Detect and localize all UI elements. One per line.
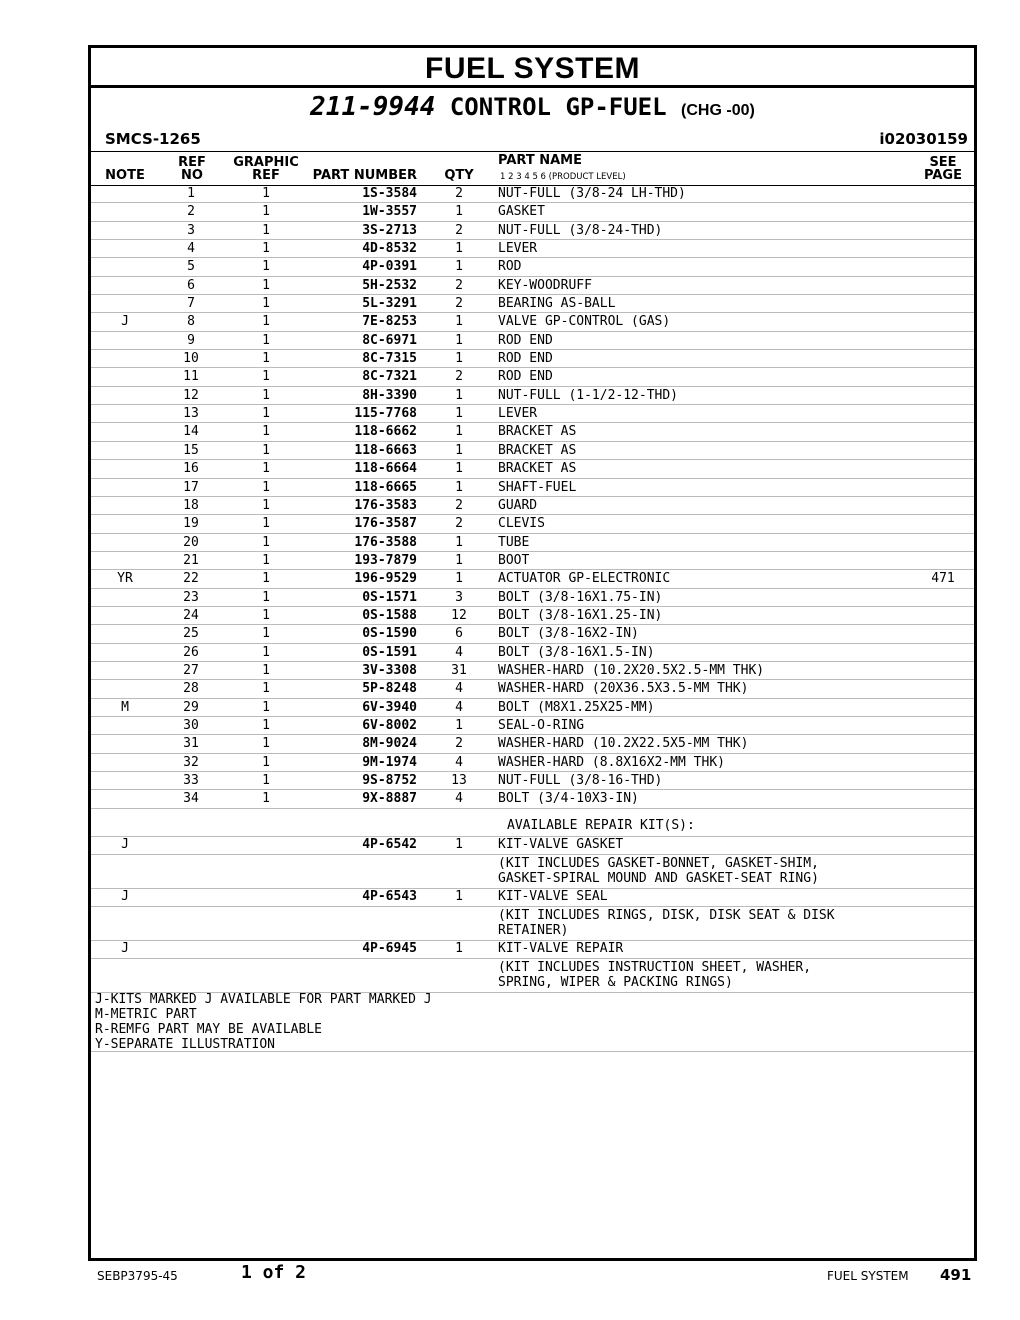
- ref-number-cell: 21: [183, 552, 199, 568]
- table-row[interactable]: [91, 589, 974, 607]
- col-ref-top: REF: [178, 155, 206, 170]
- ref-number-cell: 31: [183, 736, 199, 752]
- table-row[interactable]: [91, 258, 974, 276]
- graphic-ref-cell: 1: [262, 589, 270, 605]
- qty-cell: 1: [455, 442, 463, 458]
- table-row[interactable]: [91, 442, 974, 460]
- qty-cell: 1: [455, 259, 463, 275]
- part-number-cell: 6V-8002: [362, 717, 417, 733]
- ref-number-cell: 18: [183, 497, 199, 513]
- ref-number-cell: 11: [183, 369, 199, 385]
- note-cell: J: [121, 940, 129, 956]
- part-name-cell: LEVER: [498, 406, 538, 422]
- part-number-cell: 4P-6542: [362, 836, 417, 852]
- qty-cell: 2: [455, 736, 463, 752]
- part-number-cell: 5H-2532: [362, 277, 417, 293]
- table-row[interactable]: [91, 313, 974, 331]
- qty-cell: 1: [455, 940, 463, 956]
- table-row[interactable]: [91, 277, 974, 295]
- part-number-cell: 176-3583: [354, 497, 417, 513]
- col-ref-bottom: NO: [181, 168, 203, 183]
- qty-cell: 1: [455, 351, 463, 367]
- ref-number-cell: 7: [187, 296, 195, 312]
- part-name-cell: ROD: [498, 259, 522, 275]
- graphic-ref-cell: 1: [262, 277, 270, 293]
- part-name-cell: CLEVIS: [498, 516, 545, 532]
- part-number-cell: 176-3587: [354, 516, 417, 532]
- qty-cell: 6: [455, 626, 463, 642]
- note-line: R-REMFG PART MAY BE AVAILABLE: [95, 1022, 322, 1037]
- part-number-cell: 118-6665: [354, 479, 417, 495]
- part-name-cell: BOLT (3/8-16X1.75-IN): [498, 589, 663, 605]
- table-row[interactable]: [91, 515, 974, 533]
- note-line: J-KITS MARKED J AVAILABLE FOR PART MARKED J: [95, 992, 432, 1007]
- graphic-ref-cell: 1: [262, 717, 270, 733]
- table-row[interactable]: [91, 625, 974, 643]
- ref-number-cell: 3: [187, 222, 195, 238]
- qty-cell: 2: [455, 369, 463, 385]
- note-cell: J: [121, 888, 129, 904]
- part-name-cell: ROD END: [498, 351, 553, 367]
- qty-cell: 1: [455, 888, 463, 904]
- ref-number-cell: 1: [187, 186, 195, 201]
- table-row[interactable]: [91, 368, 974, 386]
- qty-cell: 1: [455, 204, 463, 220]
- part-name-cell: ROD END: [498, 332, 553, 348]
- table-row[interactable]: [91, 570, 974, 588]
- see-page-cell: 471: [931, 571, 955, 587]
- table-row[interactable]: [91, 240, 974, 258]
- kit-detail-line: (KIT INCLUDES GASKET-BONNET, GASKET-SHIM,: [498, 855, 819, 871]
- part-number-cell: 118-6663: [354, 442, 417, 458]
- group-part-number: 211-9944: [310, 92, 436, 122]
- note-cell: M: [121, 699, 129, 715]
- table-row[interactable]: [91, 790, 974, 808]
- ref-number-cell: 15: [183, 442, 199, 458]
- part-number-cell: 5P-8248: [362, 681, 417, 697]
- ref-number-cell: 10: [183, 351, 199, 367]
- part-name-cell: NUT-FULL (3/8-24 LH-THD): [498, 186, 686, 201]
- ref-number-cell: 24: [183, 607, 199, 623]
- kit-detail-row[interactable]: [91, 855, 974, 889]
- kit-row[interactable]: [91, 941, 974, 959]
- part-name-cell: SHAFT-FUEL: [498, 479, 577, 495]
- graphic-ref-cell: 1: [262, 204, 270, 220]
- col-see-top: SEE: [929, 155, 957, 170]
- qty-cell: 13: [451, 773, 467, 788]
- document-id: i02030159: [879, 130, 968, 148]
- part-name-cell: TUBE: [498, 534, 530, 550]
- table-row[interactable]: [91, 754, 974, 772]
- table-row[interactable]: [91, 350, 974, 368]
- table-row[interactable]: [91, 222, 974, 240]
- part-name-cell: BOOT: [498, 552, 530, 568]
- part-name-cell: WASHER-HARD (20X36.5X3.5-MM THK): [498, 681, 749, 697]
- graphic-ref-cell: 1: [262, 626, 270, 642]
- notes-legend: [95, 992, 432, 1052]
- group-title: [91, 92, 974, 126]
- kit-detail-line: (KIT INCLUDES RINGS, DISK, DISK SEAT & DISK: [498, 907, 835, 923]
- graphic-ref-cell: 1: [262, 534, 270, 550]
- divider: [91, 1051, 974, 1052]
- part-name-cell: KIT-VALVE GASKET: [498, 836, 624, 852]
- part-name-cell: KIT-VALVE REPAIR: [498, 940, 624, 956]
- kit-detail-row[interactable]: [91, 959, 974, 993]
- part-number-cell: 9S-8752: [362, 773, 417, 788]
- graphic-ref-cell: 1: [262, 497, 270, 513]
- part-number-cell: 4P-0391: [362, 259, 417, 275]
- qty-cell: 2: [455, 222, 463, 238]
- ref-number-cell: 12: [183, 387, 199, 403]
- part-number-cell: 0S-1591: [362, 644, 417, 660]
- qty-cell: 2: [455, 516, 463, 532]
- part-name-cell: VALVE GP-CONTROL (GAS): [498, 314, 671, 330]
- part-name-cell: BOLT (3/8-16X1.5-IN): [498, 644, 655, 660]
- col-product-level: 1 2 3 4 5 6 (PRODUCT LEVEL): [500, 172, 626, 182]
- part-number-cell: 3V-3308: [362, 662, 417, 678]
- note-line: Y-SEPARATE ILLUSTRATION: [95, 1037, 276, 1052]
- ref-number-cell: 22: [183, 571, 199, 587]
- graphic-ref-cell: 1: [262, 351, 270, 367]
- qty-cell: 1: [455, 332, 463, 348]
- ref-number-cell: 26: [183, 644, 199, 660]
- table-row[interactable]: [91, 460, 974, 478]
- part-number-cell: 5L-3291: [362, 296, 417, 312]
- qty-cell: 4: [455, 699, 463, 715]
- graphic-ref-cell: 1: [262, 424, 270, 440]
- graphic-ref-cell: 1: [262, 791, 270, 807]
- ref-number-cell: 25: [183, 626, 199, 642]
- part-number-cell: 1S-3584: [362, 186, 417, 201]
- part-name-cell: NUT-FULL (3/8-16-THD): [498, 773, 663, 788]
- ref-number-cell: 29: [183, 699, 199, 715]
- part-number-cell: 4D-8532: [362, 241, 417, 257]
- qty-cell: 1: [455, 836, 463, 852]
- ref-number-cell: 27: [183, 662, 199, 678]
- ref-number-cell: 13: [183, 406, 199, 422]
- graphic-ref-cell: 1: [262, 607, 270, 623]
- graphic-ref-cell: 1: [262, 369, 270, 385]
- part-name-cell: WASHER-HARD (10.2X20.5X2.5-MM THK): [498, 662, 765, 678]
- ref-number-cell: 16: [183, 461, 199, 477]
- ref-number-cell: 5: [187, 259, 195, 275]
- ref-number-cell: 28: [183, 681, 199, 697]
- page-number: 491: [940, 1266, 972, 1284]
- part-name-cell: BOLT (3/8-16X2-IN): [498, 626, 639, 642]
- ref-number-cell: 9: [187, 332, 195, 348]
- table-row[interactable]: [91, 717, 974, 735]
- part-number-cell: 8H-3390: [362, 387, 417, 403]
- graphic-ref-cell: 1: [262, 387, 270, 403]
- part-number-cell: 0S-1571: [362, 589, 417, 605]
- ref-number-cell: 14: [183, 424, 199, 440]
- parts-table: [91, 185, 974, 993]
- part-name-cell: WASHER-HARD (8.8X16X2-MM THK): [498, 754, 725, 770]
- part-number-cell: 115-7768: [354, 406, 417, 422]
- kit-detail-line: RETAINER): [498, 922, 569, 938]
- ref-number-cell: 2: [187, 204, 195, 220]
- qty-cell: 2: [455, 186, 463, 201]
- part-name-cell: BRACKET AS: [498, 424, 577, 440]
- table-header: [91, 151, 974, 186]
- graphic-ref-cell: 1: [262, 552, 270, 568]
- document-code: SEBP3795-45: [97, 1269, 178, 1283]
- part-number-cell: 8C-7321: [362, 369, 417, 385]
- part-name-cell: BEARING AS-BALL: [498, 296, 616, 312]
- part-number-cell: 118-6662: [354, 424, 417, 440]
- qty-cell: 1: [455, 461, 463, 477]
- graphic-ref-cell: 1: [262, 314, 270, 330]
- ref-number-cell: 33: [183, 773, 199, 788]
- graphic-ref-cell: 1: [262, 571, 270, 587]
- table-row[interactable]: [91, 185, 974, 203]
- qty-cell: 31: [451, 662, 467, 678]
- page-of: 1 of 2: [241, 1262, 307, 1283]
- qty-cell: 2: [455, 497, 463, 513]
- qty-cell: 1: [455, 424, 463, 440]
- qty-cell: 4: [455, 754, 463, 770]
- table-row[interactable]: [91, 332, 974, 350]
- table-row[interactable]: [91, 552, 974, 570]
- graphic-ref-cell: 1: [262, 461, 270, 477]
- qty-cell: 3: [455, 589, 463, 605]
- ref-number-cell: 30: [183, 717, 199, 733]
- part-number-cell: 9M-1974: [362, 754, 417, 770]
- part-number-cell: 9X-8887: [362, 791, 417, 807]
- note-line: M-METRIC PART: [95, 1007, 197, 1022]
- parts-page-frame: [88, 45, 977, 1261]
- qty-cell: 12: [451, 607, 467, 623]
- table-row[interactable]: [91, 203, 974, 221]
- part-name-cell: WASHER-HARD (10.2X22.5X5-MM THK): [498, 736, 749, 752]
- part-number-cell: 6V-3940: [362, 699, 417, 715]
- qty-cell: 4: [455, 791, 463, 807]
- part-name-cell: ACTUATOR GP-ELECTRONIC: [498, 571, 671, 587]
- ref-number-cell: 20: [183, 534, 199, 550]
- ref-number-cell: 6: [187, 277, 195, 293]
- col-graphic-top: GRAPHIC: [233, 155, 299, 170]
- graphic-ref-cell: 1: [262, 736, 270, 752]
- part-name-cell: BRACKET AS: [498, 461, 577, 477]
- col-note: NOTE: [105, 168, 145, 183]
- part-name-cell: KEY-WOODRUFF: [498, 277, 592, 293]
- ref-number-cell: 23: [183, 589, 199, 605]
- col-part-name: PART NAME: [498, 153, 582, 168]
- qty-cell: 1: [455, 387, 463, 403]
- part-number-cell: 1W-3557: [362, 204, 417, 220]
- part-number-cell: 0S-1590: [362, 626, 417, 642]
- part-name-cell: BOLT (3/4-10X3-IN): [498, 791, 639, 807]
- part-name-cell: GUARD: [498, 497, 538, 513]
- part-number-cell: 4P-6543: [362, 888, 417, 904]
- change-level: (CHG -00): [681, 102, 755, 119]
- graphic-ref-cell: 1: [262, 699, 270, 715]
- qty-cell: 1: [455, 571, 463, 587]
- kit-row[interactable]: [91, 889, 974, 907]
- kits-heading-row[interactable]: [91, 809, 974, 837]
- graphic-ref-cell: 1: [262, 296, 270, 312]
- qty-cell: 1: [455, 717, 463, 733]
- footer-section: FUEL SYSTEM: [827, 1269, 909, 1283]
- part-name-cell: NUT-FULL (3/8-24-THD): [498, 222, 663, 238]
- part-number-cell: 8C-7315: [362, 351, 417, 367]
- kit-row[interactable]: [91, 837, 974, 855]
- table-row[interactable]: [91, 699, 974, 717]
- table-row[interactable]: [91, 772, 974, 790]
- table-row[interactable]: [91, 479, 974, 497]
- graphic-ref-cell: 1: [262, 479, 270, 495]
- part-number-cell: 196-9529: [354, 571, 417, 587]
- ref-number-cell: 4: [187, 241, 195, 257]
- page-title: FUEL SYSTEM: [91, 48, 974, 88]
- qty-cell: 1: [455, 534, 463, 550]
- graphic-ref-cell: 1: [262, 332, 270, 348]
- part-number-cell: 193-7879: [354, 552, 417, 568]
- ref-number-cell: 34: [183, 791, 199, 807]
- part-name-cell: SEAL-O-RING: [498, 717, 585, 733]
- graphic-ref-cell: 1: [262, 241, 270, 257]
- graphic-ref-cell: 1: [262, 773, 270, 788]
- part-number-cell: 4P-6945: [362, 940, 417, 956]
- qty-cell: 4: [455, 681, 463, 697]
- qty-cell: 2: [455, 296, 463, 312]
- qty-cell: 1: [455, 552, 463, 568]
- qty-cell: 1: [455, 314, 463, 330]
- part-number-cell: 3S-2713: [362, 222, 417, 238]
- table-row[interactable]: [91, 295, 974, 313]
- graphic-ref-cell: 1: [262, 442, 270, 458]
- part-name-cell: BOLT (M8X1.25X25-MM): [498, 699, 655, 715]
- table-row[interactable]: [91, 387, 974, 405]
- note-cell: YR: [117, 571, 133, 587]
- kit-detail-row[interactable]: [91, 907, 974, 941]
- graphic-ref-cell: 1: [262, 662, 270, 678]
- ref-number-cell: 17: [183, 479, 199, 495]
- table-row[interactable]: [91, 680, 974, 698]
- part-number-cell: 8M-9024: [362, 736, 417, 752]
- part-name-cell: NUT-FULL (1-1/2-12-THD): [498, 387, 679, 403]
- part-number-cell: 8C-6971: [362, 332, 417, 348]
- qty-cell: 1: [455, 479, 463, 495]
- note-cell: J: [121, 836, 129, 852]
- table-row[interactable]: [91, 644, 974, 662]
- part-number-cell: 7E-8253: [362, 314, 417, 330]
- col-graphic-bottom: REF: [252, 168, 280, 183]
- kits-heading: AVAILABLE REPAIR KIT(S):: [507, 817, 695, 833]
- part-number-cell: 118-6664: [354, 461, 417, 477]
- graphic-ref-cell: 1: [262, 222, 270, 238]
- graphic-ref-cell: 1: [262, 681, 270, 697]
- graphic-ref-cell: 1: [262, 516, 270, 532]
- ref-number-cell: 8: [187, 314, 195, 330]
- table-row[interactable]: [91, 607, 974, 625]
- page-footer: [0, 1262, 1020, 1292]
- qty-cell: 1: [455, 241, 463, 257]
- qty-cell: 2: [455, 277, 463, 293]
- table-row[interactable]: [91, 534, 974, 552]
- part-name-cell: ROD END: [498, 369, 553, 385]
- kit-detail-line: (KIT INCLUDES INSTRUCTION SHEET, WASHER,: [498, 959, 812, 975]
- part-name-cell: LEVER: [498, 241, 538, 257]
- col-part-number: PART NUMBER: [312, 168, 417, 183]
- graphic-ref-cell: 1: [262, 754, 270, 770]
- col-see-bottom: PAGE: [924, 168, 962, 183]
- kit-detail-line: GASKET-SPIRAL MOUND AND GASKET-SEAT RING): [498, 870, 819, 886]
- part-name-cell: BRACKET AS: [498, 442, 577, 458]
- part-name-cell: BOLT (3/8-16X1.25-IN): [498, 607, 663, 623]
- graphic-ref-cell: 1: [262, 186, 270, 201]
- col-qty: QTY: [444, 168, 474, 183]
- kit-detail-line: SPRING, WIPER & PACKING RINGS): [498, 974, 733, 990]
- part-number-cell: 0S-1588: [362, 607, 417, 623]
- table-row[interactable]: [91, 497, 974, 515]
- graphic-ref-cell: 1: [262, 259, 270, 275]
- qty-cell: 4: [455, 644, 463, 660]
- table-row[interactable]: [91, 735, 974, 753]
- graphic-ref-cell: 1: [262, 406, 270, 422]
- graphic-ref-cell: 1: [262, 644, 270, 660]
- group-name: CONTROL GP-FUEL: [449, 93, 667, 121]
- table-row[interactable]: [91, 662, 974, 680]
- qty-cell: 1: [455, 406, 463, 422]
- table-row[interactable]: [91, 423, 974, 441]
- table-row[interactable]: [91, 405, 974, 423]
- ref-number-cell: 19: [183, 516, 199, 532]
- part-name-cell: KIT-VALVE SEAL: [498, 888, 608, 904]
- note-cell: J: [121, 314, 129, 330]
- part-name-cell: GASKET: [498, 204, 545, 220]
- ref-number-cell: 32: [183, 754, 199, 770]
- part-number-cell: 176-3588: [354, 534, 417, 550]
- smcs-code: SMCS-1265: [105, 130, 201, 148]
